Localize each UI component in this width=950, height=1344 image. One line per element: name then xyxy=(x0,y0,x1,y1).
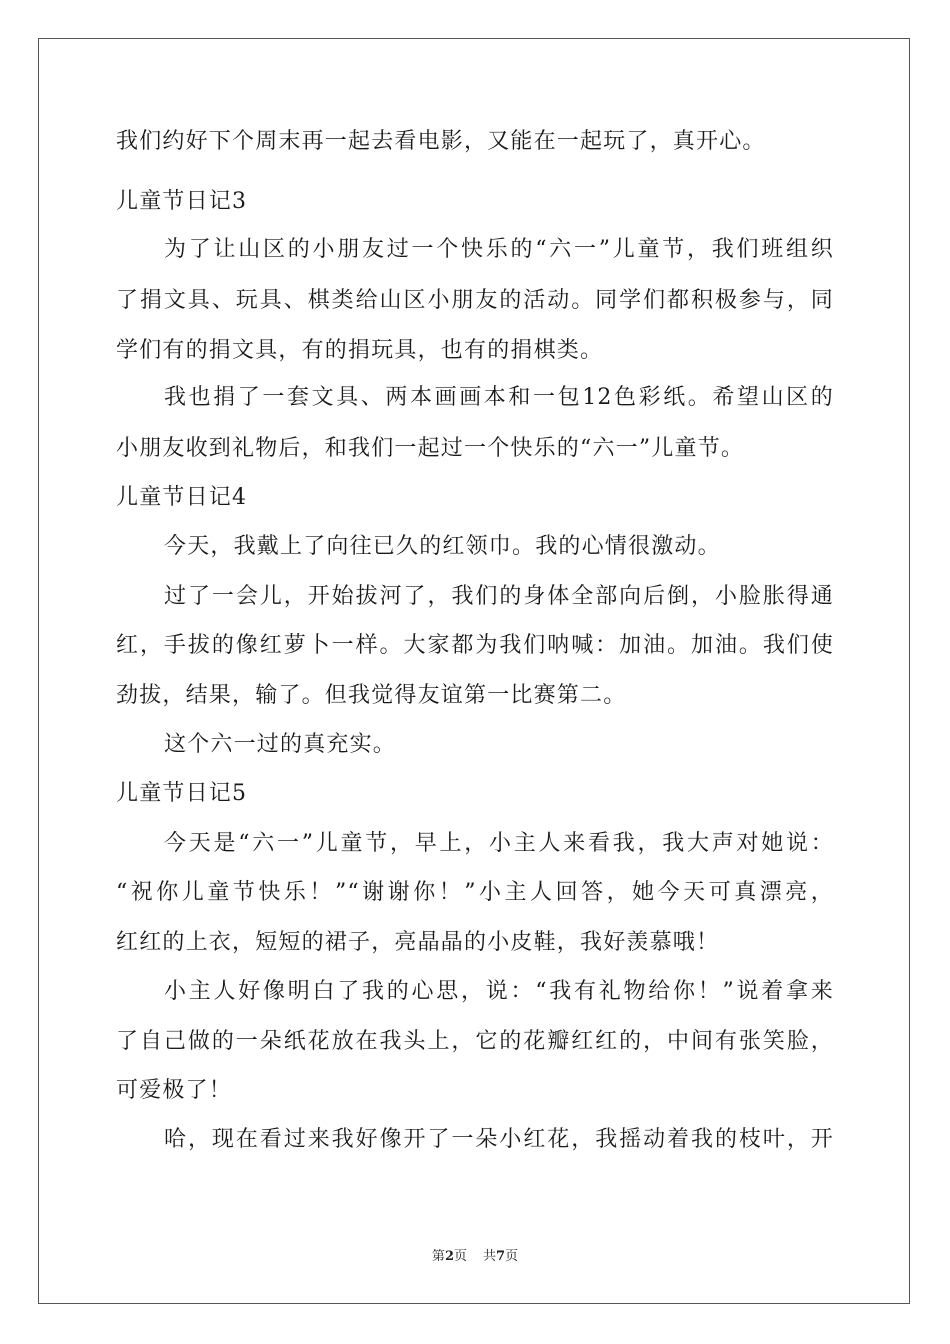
page-border xyxy=(38,38,910,1304)
current-page-number: 2 xyxy=(444,1249,454,1264)
paragraph-line: 过了一会儿，开始拔河了，我们的身体全部向后倒，小脸胀得通 xyxy=(164,584,834,609)
total-page-count: 7 xyxy=(496,1249,506,1264)
section-heading-diary-3: 儿童节日记3 xyxy=(116,189,248,214)
paragraph-line: 今天是“六一”儿童节，早上，小主人来看我，我大声对她说： xyxy=(164,831,834,856)
paragraph-line: 了捐文具、玩具、棋类给山区小朋友的活动。同学们都积极参与，同 xyxy=(116,288,834,313)
page-number-suffix: 页 xyxy=(453,1249,467,1264)
paragraph-line: 小朋友收到礼物后，和我们一起过一个快乐的“六一”儿童节。 xyxy=(116,436,745,461)
total-pages-suffix: 页 xyxy=(505,1249,519,1264)
paragraph-line: 了自己做的一朵纸花放在我头上，它的花瓣红红的，中间有张笑脸， xyxy=(116,1029,834,1054)
section-heading-diary-5: 儿童节日记5 xyxy=(116,781,248,806)
paragraph-line: 这个六一过的真充实。 xyxy=(164,732,397,757)
paragraph-line: 劲拔，结果，输了。但我觉得友谊第一比赛第二。 xyxy=(116,683,627,708)
paragraph-line: 为了让山区的小朋友过一个快乐的“六一”儿童节，我们班组织 xyxy=(164,237,834,262)
paragraph-line: 今天，我戴上了向往已久的红领巾。我的心情很激动。 xyxy=(164,534,721,559)
paragraph-line: 我也捐了一套文具、两本画画本和一包12色彩纸。希望山区的 xyxy=(164,385,834,410)
paragraph-line: 红，手拔的像红萝卜一样。大家都为我们呐喊：加油。加油。我们使 xyxy=(116,633,834,658)
paragraph-line: 哈，现在看过来我好像开了一朵小红花，我摇动着我的枝叶，开 xyxy=(164,1127,834,1152)
paragraph-line: 我们约好下个周末再一起去看电影，又能在一起玩了，真开心。 xyxy=(116,129,766,154)
section-heading-diary-4: 儿童节日记4 xyxy=(116,485,248,510)
paragraph-line: “祝你儿童节快乐！”“谢谢你！”小主人回答，她今天可真漂亮， xyxy=(116,880,834,905)
page-footer xyxy=(0,1248,950,1266)
total-pages-prefix: 共 xyxy=(483,1249,497,1264)
paragraph-line: 小主人好像明白了我的心思，说：“我有礼物给你！”说着拿来 xyxy=(164,979,834,1004)
page-number-prefix: 第 xyxy=(431,1249,445,1264)
paragraph-line: 可爱极了！ xyxy=(116,1078,233,1103)
paragraph-line: 学们有的捐文具，有的捐玩具，也有的捐棋类。 xyxy=(116,338,604,363)
paragraph-line: 红红的上衣，短短的裙子，亮晶晶的小皮鞋，我好羡慕哦！ xyxy=(116,930,720,955)
